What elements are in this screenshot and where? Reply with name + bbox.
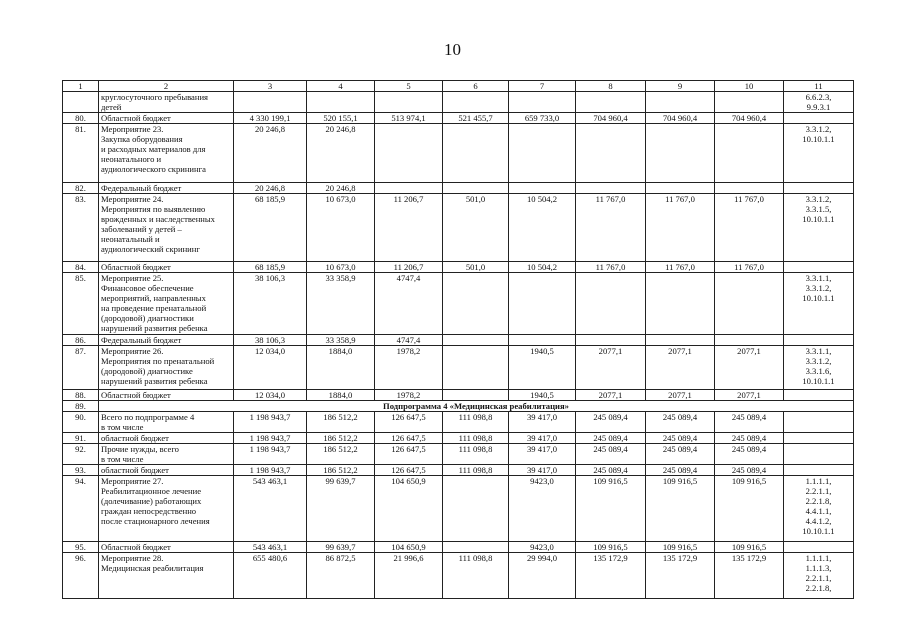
item-name: Мероприятие 24. Мероприятия по выявлению врожденных и наследственных заболеваний у детей – неонатальный и аудиологический скрининг bbox=[99, 194, 234, 262]
table-row bbox=[63, 183, 854, 194]
amount-cell: 655 480,6 bbox=[234, 553, 307, 599]
table-row bbox=[63, 412, 854, 433]
amount-cell bbox=[443, 390, 509, 401]
amount-cell: 245 089,4 bbox=[646, 433, 715, 444]
amount-cell: 11 767,0 bbox=[576, 194, 646, 262]
column-header: 4 bbox=[307, 81, 375, 92]
amount-cell: 245 089,4 bbox=[576, 444, 646, 465]
amount-cell: 11 206,7 bbox=[375, 194, 443, 262]
table-row bbox=[63, 444, 854, 465]
amount-cell: 245 089,4 bbox=[576, 412, 646, 433]
table-row bbox=[63, 542, 854, 553]
amount-cell: 245 089,4 bbox=[715, 412, 784, 433]
column-header: 1 bbox=[63, 81, 99, 92]
indicator-codes bbox=[784, 262, 854, 273]
amount-cell: 11 767,0 bbox=[715, 194, 784, 262]
amount-cell: 38 106,3 bbox=[234, 273, 307, 335]
table-row bbox=[63, 113, 854, 124]
row-number: 90. bbox=[63, 412, 99, 433]
amount-cell: 704 960,4 bbox=[715, 113, 784, 124]
amount-cell: 12 034,0 bbox=[234, 390, 307, 401]
item-name: Областной бюджет bbox=[99, 390, 234, 401]
table-row bbox=[63, 194, 854, 262]
amount-cell bbox=[509, 92, 576, 113]
amount-cell: 126 647,5 bbox=[375, 444, 443, 465]
amount-cell bbox=[375, 183, 443, 194]
amount-cell: 104 650,9 bbox=[375, 542, 443, 553]
table-row bbox=[63, 92, 854, 113]
row-number: 93. bbox=[63, 465, 99, 476]
amount-cell: 1940,5 bbox=[509, 346, 576, 390]
amount-cell bbox=[509, 124, 576, 183]
amount-cell: 135 172,9 bbox=[576, 553, 646, 599]
amount-cell: 38 106,3 bbox=[234, 335, 307, 346]
amount-cell bbox=[646, 92, 715, 113]
amount-cell: 1978,2 bbox=[375, 390, 443, 401]
amount-cell: 29 994,0 bbox=[509, 553, 576, 599]
amount-cell: 1884,0 bbox=[307, 346, 375, 390]
table-row bbox=[63, 262, 854, 273]
amount-cell bbox=[234, 92, 307, 113]
amount-cell: 186 512,2 bbox=[307, 412, 375, 433]
indicator-codes bbox=[784, 335, 854, 346]
indicator-codes: 1.1.1.1, 1.1.1.3, 2.2.1.1, 2.2.1.8, bbox=[784, 553, 854, 599]
amount-cell: 111 098,8 bbox=[443, 412, 509, 433]
amount-cell: 39 417,0 bbox=[509, 444, 576, 465]
amount-cell: 543 463,1 bbox=[234, 476, 307, 542]
row-number: 87. bbox=[63, 346, 99, 390]
amount-cell bbox=[646, 335, 715, 346]
amount-cell: 501,0 bbox=[443, 194, 509, 262]
amount-cell: 135 172,9 bbox=[646, 553, 715, 599]
row-number: 85. bbox=[63, 273, 99, 335]
amount-cell: 33 358,9 bbox=[307, 335, 375, 346]
amount-cell: 126 647,5 bbox=[375, 412, 443, 433]
indicator-codes: 3.3.1.1, 3.3.1.2, 10.10.1.1 bbox=[784, 273, 854, 335]
amount-cell bbox=[646, 124, 715, 183]
table-row bbox=[63, 465, 854, 476]
amount-cell: 11 767,0 bbox=[646, 262, 715, 273]
row-number: 95. bbox=[63, 542, 99, 553]
column-header: 11 bbox=[784, 81, 854, 92]
table-row bbox=[63, 335, 854, 346]
amount-cell: 1 198 943,7 bbox=[234, 412, 307, 433]
amount-cell: 10 504,2 bbox=[509, 194, 576, 262]
amount-cell: 501,0 bbox=[443, 262, 509, 273]
amount-cell: 99 639,7 bbox=[307, 476, 375, 542]
amount-cell: 68 185,9 bbox=[234, 194, 307, 262]
row-number: 89. bbox=[63, 401, 99, 412]
item-name: Областной бюджет bbox=[99, 542, 234, 553]
table-row bbox=[63, 273, 854, 335]
amount-cell: 20 246,8 bbox=[307, 124, 375, 183]
indicator-codes bbox=[784, 444, 854, 465]
amount-cell: 513 974,1 bbox=[375, 113, 443, 124]
table-row bbox=[63, 433, 854, 444]
row-number: 84. bbox=[63, 262, 99, 273]
item-name: Мероприятие 26. Мероприятия по пренатальной (дородовой) диагностике нарушений развития ребенка bbox=[99, 346, 234, 390]
row-number: 81. bbox=[63, 124, 99, 183]
amount-cell bbox=[576, 124, 646, 183]
item-name: Федеральный бюджет bbox=[99, 183, 234, 194]
amount-cell bbox=[443, 124, 509, 183]
amount-cell: 245 089,4 bbox=[646, 412, 715, 433]
amount-cell: 245 089,4 bbox=[715, 465, 784, 476]
amount-cell bbox=[509, 183, 576, 194]
table-row bbox=[63, 401, 854, 412]
amount-cell: 11 767,0 bbox=[715, 262, 784, 273]
amount-cell: 2077,1 bbox=[576, 390, 646, 401]
row-number: 82. bbox=[63, 183, 99, 194]
indicator-codes bbox=[784, 412, 854, 433]
indicator-codes bbox=[784, 390, 854, 401]
indicator-codes: 3.3.1.2, 3.3.1.5, 10.10.1.1 bbox=[784, 194, 854, 262]
amount-cell bbox=[509, 273, 576, 335]
amount-cell: 39 417,0 bbox=[509, 465, 576, 476]
amount-cell: 11 767,0 bbox=[646, 194, 715, 262]
amount-cell: 9423,0 bbox=[509, 476, 576, 542]
row-number bbox=[63, 92, 99, 113]
amount-cell: 245 089,4 bbox=[715, 433, 784, 444]
amount-cell: 11 767,0 bbox=[576, 262, 646, 273]
indicator-codes: 3.3.1.1, 3.3.1.2, 3.3.1.6, 10.10.1.1 bbox=[784, 346, 854, 390]
column-header: 9 bbox=[646, 81, 715, 92]
amount-cell: 1884,0 bbox=[307, 390, 375, 401]
amount-cell bbox=[443, 92, 509, 113]
row-number: 94. bbox=[63, 476, 99, 542]
row-number: 96. bbox=[63, 553, 99, 599]
amount-cell: 33 358,9 bbox=[307, 273, 375, 335]
amount-cell: 111 098,8 bbox=[443, 553, 509, 599]
amount-cell bbox=[375, 124, 443, 183]
amount-cell bbox=[443, 335, 509, 346]
amount-cell: 12 034,0 bbox=[234, 346, 307, 390]
amount-cell: 186 512,2 bbox=[307, 444, 375, 465]
amount-cell bbox=[715, 183, 784, 194]
amount-cell: 521 455,7 bbox=[443, 113, 509, 124]
amount-cell: 109 916,5 bbox=[646, 476, 715, 542]
indicator-codes bbox=[784, 113, 854, 124]
row-number: 80. bbox=[63, 113, 99, 124]
table-row bbox=[63, 476, 854, 542]
amount-cell: 109 916,5 bbox=[715, 476, 784, 542]
amount-cell: 1 198 943,7 bbox=[234, 465, 307, 476]
amount-cell: 2077,1 bbox=[715, 346, 784, 390]
amount-cell: 39 417,0 bbox=[509, 412, 576, 433]
amount-cell: 111 098,8 bbox=[443, 433, 509, 444]
row-number: 91. bbox=[63, 433, 99, 444]
row-number: 83. bbox=[63, 194, 99, 262]
row-number: 86. bbox=[63, 335, 99, 346]
table-row bbox=[63, 390, 854, 401]
amount-cell: 1978,2 bbox=[375, 346, 443, 390]
amount-cell: 704 960,4 bbox=[576, 113, 646, 124]
budget-table bbox=[62, 80, 854, 599]
amount-cell bbox=[443, 273, 509, 335]
amount-cell: 4 330 199,1 bbox=[234, 113, 307, 124]
amount-cell: 21 996,6 bbox=[375, 553, 443, 599]
amount-cell: 109 916,5 bbox=[646, 542, 715, 553]
amount-cell: 109 916,5 bbox=[576, 542, 646, 553]
amount-cell: 20 246,8 bbox=[307, 183, 375, 194]
column-header: 6 bbox=[443, 81, 509, 92]
amount-cell: 1940,5 bbox=[509, 390, 576, 401]
amount-cell bbox=[509, 335, 576, 346]
page-number: 10 bbox=[444, 40, 461, 59]
amount-cell bbox=[576, 183, 646, 194]
amount-cell bbox=[443, 346, 509, 390]
table-row bbox=[63, 124, 854, 183]
amount-cell: 126 647,5 bbox=[375, 433, 443, 444]
item-name: Областной бюджет bbox=[99, 262, 234, 273]
amount-cell: 186 512,2 bbox=[307, 433, 375, 444]
amount-cell bbox=[443, 183, 509, 194]
amount-cell: 11 206,7 bbox=[375, 262, 443, 273]
amount-cell bbox=[443, 476, 509, 542]
column-header: 3 bbox=[234, 81, 307, 92]
amount-cell: 2077,1 bbox=[576, 346, 646, 390]
amount-cell: 39 417,0 bbox=[509, 433, 576, 444]
amount-cell: 2077,1 bbox=[715, 390, 784, 401]
amount-cell: 704 960,4 bbox=[646, 113, 715, 124]
amount-cell: 20 246,8 bbox=[234, 124, 307, 183]
amount-cell: 10 673,0 bbox=[307, 194, 375, 262]
item-name: областной бюджет bbox=[99, 465, 234, 476]
amount-cell: 109 916,5 bbox=[715, 542, 784, 553]
item-name: Мероприятие 25. Финансовое обеспечение мероприятий, направленных на проведение пренатальной (дородовой) диагностики нарушений развития ребенка bbox=[99, 273, 234, 335]
item-name: областной бюджет bbox=[99, 433, 234, 444]
subprogram-title: Подпрограмма 4 «Медицинская реабилитация» bbox=[99, 401, 854, 412]
amount-cell: 9423,0 bbox=[509, 542, 576, 553]
amount-cell: 245 089,4 bbox=[576, 433, 646, 444]
amount-cell bbox=[443, 542, 509, 553]
item-name: Мероприятие 23. Закупка оборудования и расходных материалов для неонатального и аудиологического скрининга bbox=[99, 124, 234, 183]
amount-cell: 245 089,4 bbox=[646, 444, 715, 465]
item-name: Прочие нужды, всего в том числе bbox=[99, 444, 234, 465]
amount-cell bbox=[576, 92, 646, 113]
amount-cell: 20 246,8 bbox=[234, 183, 307, 194]
item-name: Федеральный бюджет bbox=[99, 335, 234, 346]
amount-cell: 104 650,9 bbox=[375, 476, 443, 542]
item-name: круглосуточного пребывания детей bbox=[99, 92, 234, 113]
amount-cell: 135 172,9 bbox=[715, 553, 784, 599]
amount-cell bbox=[576, 273, 646, 335]
amount-cell: 245 089,4 bbox=[646, 465, 715, 476]
column-header: 2 bbox=[99, 81, 234, 92]
amount-cell bbox=[646, 273, 715, 335]
amount-cell: 68 185,9 bbox=[234, 262, 307, 273]
amount-cell: 1 198 943,7 bbox=[234, 433, 307, 444]
item-name: Областной бюджет bbox=[99, 113, 234, 124]
indicator-codes: 6.6.2.3, 9.9.3.1 bbox=[784, 92, 854, 113]
column-header: 7 bbox=[509, 81, 576, 92]
table-row bbox=[63, 553, 854, 599]
amount-cell: 245 089,4 bbox=[576, 465, 646, 476]
amount-cell bbox=[715, 124, 784, 183]
amount-cell: 245 089,4 bbox=[715, 444, 784, 465]
column-header: 10 bbox=[715, 81, 784, 92]
indicator-codes: 3.3.1.2, 10.10.1.1 bbox=[784, 124, 854, 183]
amount-cell: 520 155,1 bbox=[307, 113, 375, 124]
row-number: 92. bbox=[63, 444, 99, 465]
amount-cell: 186 512,2 bbox=[307, 465, 375, 476]
amount-cell: 86 872,5 bbox=[307, 553, 375, 599]
item-name: Мероприятие 27. Реабилитационное лечение (долечивание) работающих граждан непосредственно после стационарного лечения bbox=[99, 476, 234, 542]
amount-cell: 126 647,5 bbox=[375, 465, 443, 476]
amount-cell bbox=[576, 335, 646, 346]
amount-cell: 10 673,0 bbox=[307, 262, 375, 273]
table-header-row bbox=[63, 81, 854, 92]
column-header: 5 bbox=[375, 81, 443, 92]
amount-cell bbox=[375, 92, 443, 113]
indicator-codes bbox=[784, 183, 854, 194]
amount-cell bbox=[307, 92, 375, 113]
amount-cell: 109 916,5 bbox=[576, 476, 646, 542]
indicator-codes: 1.1.1.1, 2.2.1.1, 2.2.1.8, 4.4.1.1, 4.4.1.2, 10.10.1.1 bbox=[784, 476, 854, 542]
amount-cell: 4747,4 bbox=[375, 335, 443, 346]
row-number: 88. bbox=[63, 390, 99, 401]
item-name: Всего по подпрограмме 4 в том числе bbox=[99, 412, 234, 433]
indicator-codes bbox=[784, 465, 854, 476]
amount-cell: 10 504,2 bbox=[509, 262, 576, 273]
amount-cell bbox=[715, 335, 784, 346]
amount-cell: 1 198 943,7 bbox=[234, 444, 307, 465]
table-row bbox=[63, 346, 854, 390]
indicator-codes bbox=[784, 433, 854, 444]
amount-cell: 111 098,8 bbox=[443, 444, 509, 465]
amount-cell: 99 639,7 bbox=[307, 542, 375, 553]
item-name: Мероприятие 28. Медицинская реабилитация bbox=[99, 553, 234, 599]
amount-cell: 2077,1 bbox=[646, 346, 715, 390]
amount-cell bbox=[646, 183, 715, 194]
amount-cell: 659 733,0 bbox=[509, 113, 576, 124]
amount-cell bbox=[715, 92, 784, 113]
amount-cell bbox=[715, 273, 784, 335]
indicator-codes bbox=[784, 542, 854, 553]
amount-cell: 2077,1 bbox=[646, 390, 715, 401]
column-header: 8 bbox=[576, 81, 646, 92]
amount-cell: 4747,4 bbox=[375, 273, 443, 335]
amount-cell: 543 463,1 bbox=[234, 542, 307, 553]
amount-cell: 111 098,8 bbox=[443, 465, 509, 476]
